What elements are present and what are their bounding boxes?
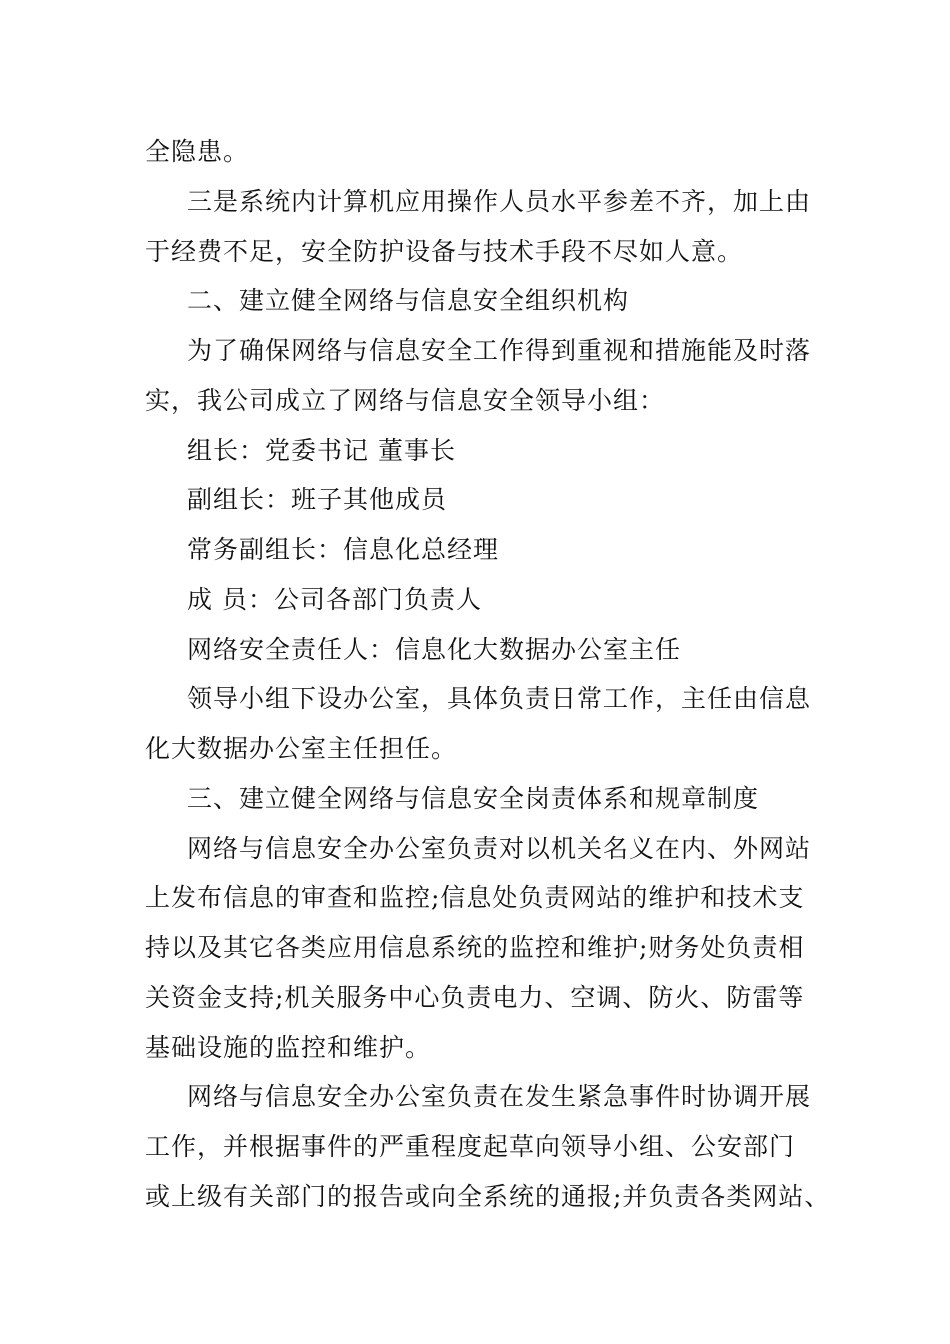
text-line: 网络与信息安全办公室负责在发生紧急事件时协调开展 xyxy=(187,1082,812,1111)
text-line: 化大数据办公室主任担任。 xyxy=(145,734,458,763)
text-line: 于经费不足，安全防护设备与技术手段不尽如人意。 xyxy=(145,237,744,266)
text-line: 或上级有关部门的报告或向全系统的通报;并负责各类网站、 xyxy=(145,1182,831,1211)
section-heading: 二、建立健全网络与信息安全组织机构 xyxy=(187,286,630,315)
text-line: 副组长：班子其他成员 xyxy=(187,485,448,514)
text-line: 网络安全责任人：信息化大数据办公室主任 xyxy=(187,635,682,664)
text-line: 常务副组长：信息化总经理 xyxy=(187,535,500,564)
text-line: 工作，并根据事件的严重程度起草向领导小组、公安部门 xyxy=(145,1132,796,1161)
text-line: 上发布信息的审查和监控;信息处负责网站的维护和技术支 xyxy=(145,883,805,912)
text-line: 为了确保网络与信息安全工作得到重视和措施能及时落 xyxy=(187,336,812,365)
text-line: 实，我公司成立了网络与信息安全领导小组： xyxy=(145,386,666,415)
text-line: 领导小组下设办公室，具体负责日常工作，主任由信息 xyxy=(187,684,812,713)
text-line: 关资金支持;机关服务中心负责电力、空调、防火、防雷等 xyxy=(145,983,805,1012)
text-line: 全隐患。 xyxy=(145,137,250,166)
text-line: 三是系统内计算机应用操作人员水平参差不齐，加上由 xyxy=(187,187,812,216)
section-heading: 三、建立健全网络与信息安全岗责体系和规章制度 xyxy=(187,784,760,813)
text-line: 网络与信息安全办公室负责对以机关名义在内、外网站 xyxy=(187,834,812,863)
text-line: 成 员：公司各部门负责人 xyxy=(187,585,482,614)
text-line: 组长：党委书记 董事长 xyxy=(187,436,456,465)
text-line: 基础设施的监控和维护。 xyxy=(145,1033,432,1062)
text-line: 持以及其它各类应用信息系统的监控和维护;财务处负责相 xyxy=(145,933,805,962)
